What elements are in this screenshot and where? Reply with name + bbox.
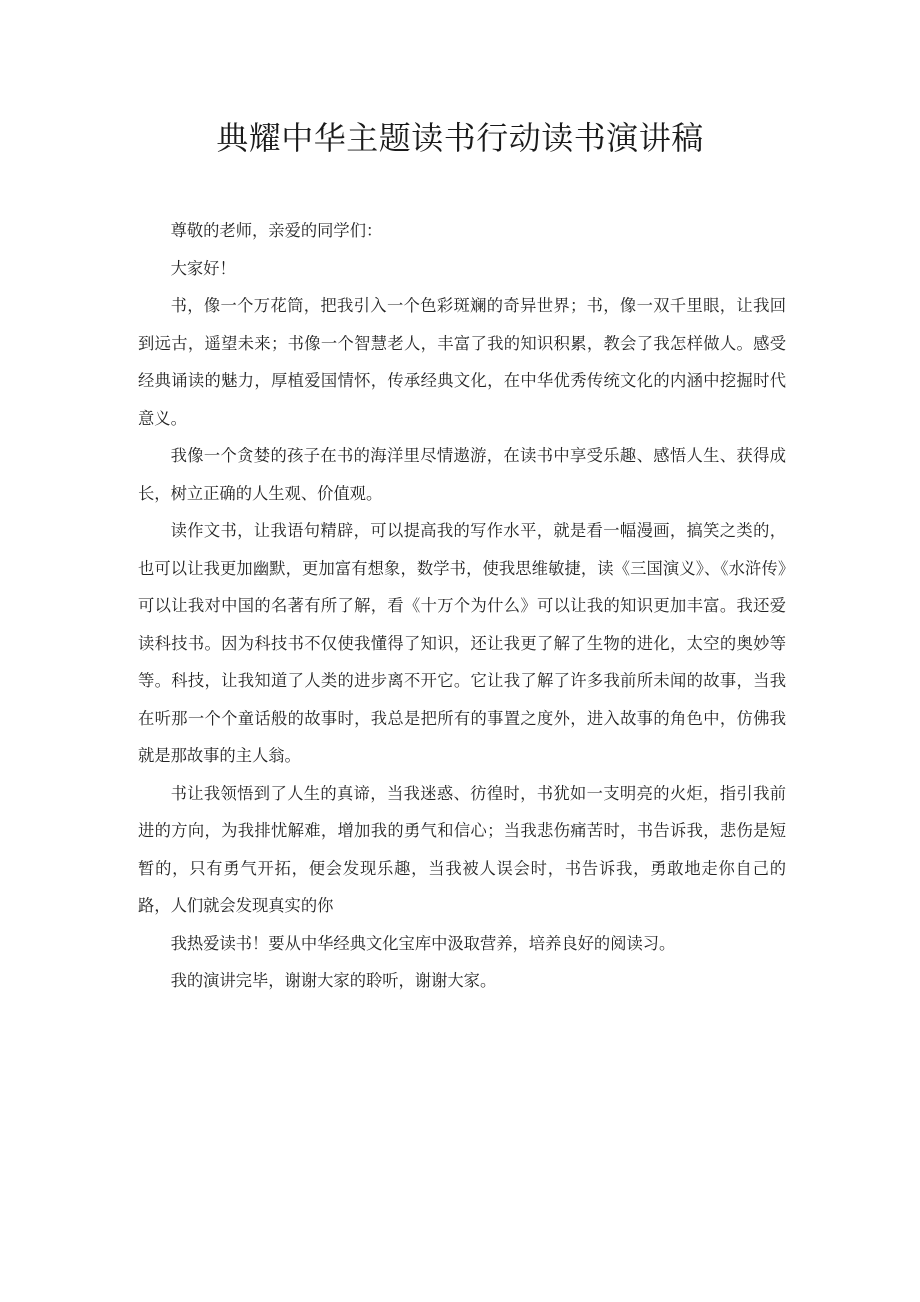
document-title: 典耀中华主题读书行动读书演讲稿 xyxy=(216,119,704,157)
paragraph: 书，像一个万花筒，把我引入一个色彩斑斓的奇异世界；书，像一双千里眼，让我回到远古，遥望未来；书像一个智慧老人，丰富了我的知识积累，教会了我怎样做人。感受经典诵读的魅力，厚植爱国情怀，传承经典文化，在中华优秀传统文化的内涵中挖掘时代意义。 xyxy=(138,296,786,428)
paragraph: 书让我领悟到了人生的真谛，当我迷惑、彷徨时，书犹如一支明亮的火炬，指引我前进的方向，为我排忧解难，增加我的勇气和信心；当我悲伤痛苦时，书告诉我，悲伤是短暂的，只有勇气开拓，便会发现乐趣，当我被人误会时，书告诉我，勇敢地走你自己的路，人们就会发现真实的你 xyxy=(138,783,786,915)
paragraph: 读作文书，让我语句精辟，可以提高我的写作水平，就是看一幅漫画，搞笑之类的，也可以让我更加幽默，更加富有想象，数学书，使我思维敏捷，读《三国演义》、《水浒传》可以让我对中国的名著有所了解，看《十万个为什么》可以让我的知识更加丰富。我还爱读科技书。因为科技书不仅使我懂得了知识，还让我更了解了生物的进化，太空的奥妙等等。科技，让我知道了人类的进步离不开它。它让我了解了许多我前所未闻的故事，当我在听那一个个童话般的故事时，我总是把所有的事置之度外，进入故事的角色中，仿佛我就是那故事的主人翁。 xyxy=(138,521,786,765)
paragraph: 我像一个贪婪的孩子在书的海洋里尽情遨游，在读书中享受乐趣、感悟人生、获得成长，树立正确的人生观、价值观。 xyxy=(138,446,786,503)
paragraph: 我热爱读书！要从中华经典文化宝库中汲取营养，培养良好的阅读习。 xyxy=(170,933,676,953)
paragraph-salutation: 尊敬的老师，亲爱的同学们： xyxy=(170,221,383,240)
paragraph-closing: 我的演讲完毕，谢谢大家的聆听，谢谢大家。 xyxy=(170,971,497,990)
document-body xyxy=(138,212,786,1000)
paragraph-greeting: 大家好！ xyxy=(170,258,236,278)
